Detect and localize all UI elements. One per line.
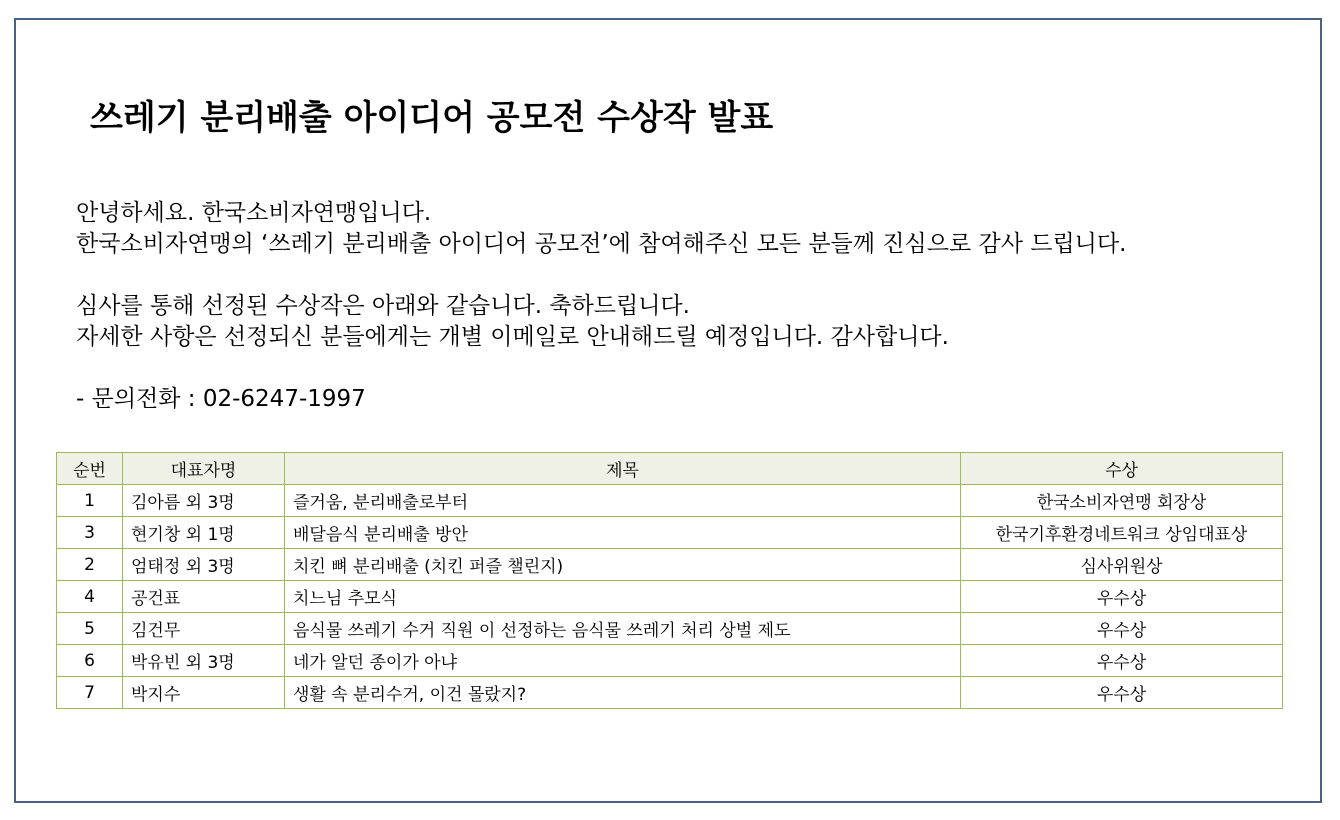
cell-name: 현기창 외 1명 (123, 517, 285, 549)
cell-no: 5 (57, 613, 123, 645)
table-row (57, 581, 1283, 613)
announcement-frame (14, 18, 1322, 803)
cell-title: 즐거움, 분리배출로부터 (285, 485, 961, 517)
cell-award: 한국기후환경네트워크 상임대표상 (961, 517, 1283, 549)
cell-award: 우수상 (961, 677, 1283, 709)
cell-name: 엄태정 외 3명 (123, 549, 285, 581)
cell-no: 6 (57, 645, 123, 677)
column-header-award: 수상 (961, 453, 1283, 485)
column-header-name: 대표자명 (123, 453, 285, 485)
cell-award: 우수상 (961, 581, 1283, 613)
cell-award: 우수상 (961, 613, 1283, 645)
cell-name: 김아름 외 3명 (123, 485, 285, 517)
paragraph-gap (76, 260, 1126, 291)
cell-no: 4 (57, 581, 123, 613)
cell-name: 박유빈 외 3명 (123, 645, 285, 677)
cell-name: 박지수 (123, 677, 285, 709)
awards-table (56, 452, 1283, 709)
greeting-text: 안녕하세요. 한국소비자연맹입니다. (76, 200, 432, 226)
cell-no: 2 (57, 549, 123, 581)
cell-no: 1 (57, 485, 123, 517)
paragraph-gap (76, 353, 1126, 384)
thanks-text: 한국소비자연맹의 ‘쓰레기 분리배출 아이디어 공모전’에 참여해주신 모든 분들께 진심으로 감사 드립니다. (76, 231, 1127, 257)
table-row (57, 645, 1283, 677)
table-row (57, 485, 1283, 517)
table-row (57, 677, 1283, 709)
page-title: 쓰레기 분리배출 아이디어 공모전 수상작 발표 (90, 98, 774, 138)
table-row (57, 613, 1283, 645)
cell-award: 우수상 (961, 645, 1283, 677)
table-row (57, 517, 1283, 549)
winners-intro-text: 심사를 통해 선정된 수상작은 아래와 같습니다. 축하드립니다. (76, 293, 690, 319)
email-notice-text: 자세한 사항은 선정되신 분들에게는 개별 이메일로 안내해드릴 예정입니다. 감사합니다. (76, 324, 949, 350)
table-header-row (57, 453, 1283, 485)
table-row (57, 549, 1283, 581)
cell-name: 김건무 (123, 613, 285, 645)
cell-award: 심사위원상 (961, 549, 1283, 581)
cell-name: 공건표 (123, 581, 285, 613)
cell-title: 생활 속 분리수거, 이건 몰랐지? (285, 677, 961, 709)
cell-title: 치느님 추모식 (285, 581, 961, 613)
cell-title: 치킨 뼈 분리배출 (치킨 퍼즐 챌린지) (285, 549, 961, 581)
cell-title: 음식물 쓰레기 수거 직원 이 선정하는 음식물 쓰레기 처리 상벌 제도 (285, 613, 961, 645)
column-header-no: 순번 (57, 453, 123, 485)
cell-title: 배달음식 분리배출 방안 (285, 517, 961, 549)
cell-no: 3 (57, 517, 123, 549)
cell-title: 네가 알던 종이가 아냐 (285, 645, 961, 677)
cell-no: 7 (57, 677, 123, 709)
contact-phone-text: - 문의전화 : 02-6247-1997 (76, 386, 366, 412)
cell-award: 한국소비자연맹 회장상 (961, 485, 1283, 517)
announcement-body (76, 198, 1126, 415)
column-header-title: 제목 (285, 453, 961, 485)
